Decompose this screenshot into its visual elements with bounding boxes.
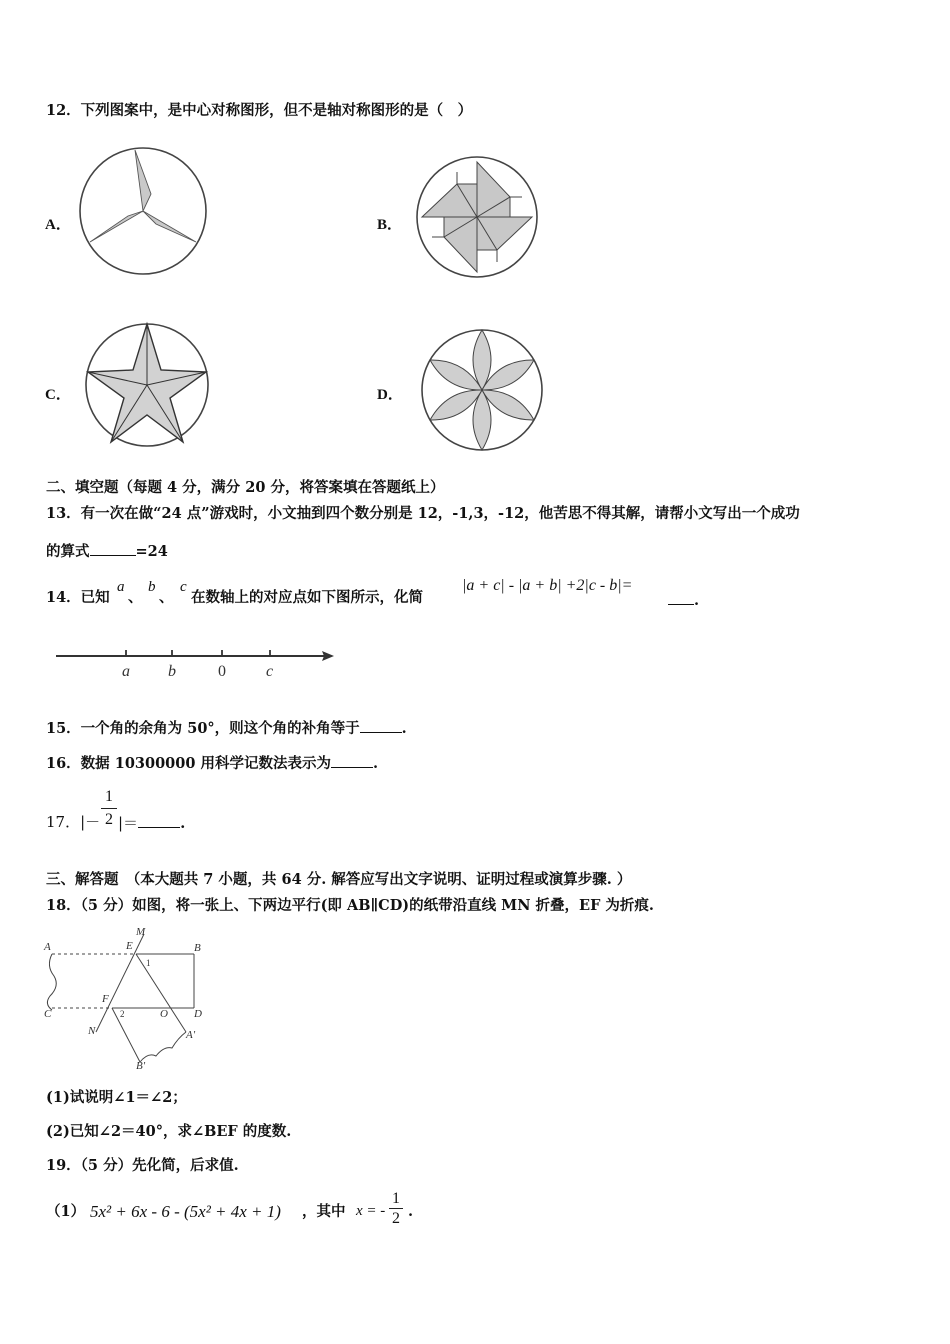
q13-answer-blank [90, 543, 136, 556]
q14-sep1: 、 [128, 589, 143, 606]
q19-end: . [408, 1203, 414, 1220]
q19-fraction [388, 1190, 404, 1227]
q19-stem: 19．（5 分）先化简，后求值. [46, 1157, 239, 1174]
q19-denominator: 2 [392, 1210, 400, 1227]
q17-denominator: 2 [105, 811, 113, 828]
q17-numerator: 1 [105, 788, 113, 805]
q14-mid: 在数轴上的对应点如下图所示，化简 [191, 589, 423, 606]
q17-fraction-bar [101, 808, 117, 809]
q14-sep2: 、 [159, 589, 174, 606]
q14-answer-blank [668, 592, 694, 605]
q14-tail [668, 592, 699, 609]
q13-line2-pre: 的算式 [46, 543, 90, 560]
numberline-label-0: 0 [218, 663, 226, 680]
fig-label-d: D [194, 1008, 202, 1020]
q17-fraction [100, 788, 118, 829]
fig-label-f: F [102, 993, 109, 1005]
fig-label-2: 2 [120, 1009, 125, 1019]
q17-answer-blank [138, 815, 180, 828]
fig-label-b-prime: B' [136, 1060, 146, 1070]
q18-stem: 18．（5 分）如图，将一张上、下两边平行(即 AB∥CD)的纸带沿直线 MN 折叠，EF 为折痕. [46, 897, 654, 914]
fig-label-o: O [160, 1008, 168, 1020]
q15 [46, 720, 407, 737]
fig-label-1: 1 [146, 958, 151, 968]
figure-c-star [82, 320, 212, 450]
numberline-label-c: c [266, 663, 274, 680]
q13-line2-post: =24 [135, 543, 168, 560]
q14-prefix: 14．已知 [46, 589, 110, 606]
q13-line1: 13．有一次在做“24 点”游戏时，小文抽到四个数分别是 12，-1,3，-12，他苦思不得其解，请帮小文写出一个成功 [46, 505, 800, 522]
q19-numerator: 1 [392, 1190, 400, 1207]
q16-answer-blank [331, 755, 373, 768]
q17-post: . [180, 814, 186, 832]
q18-fold-figure [40, 924, 220, 1070]
section2-heading: 二、填空题（每题 4 分，满分 20 分，将答案填在答题纸上） [46, 479, 445, 496]
q14-expression: |a + c| - |a + b| +2|c - b|= [462, 577, 633, 594]
figure-b-pinwheel [412, 152, 542, 282]
figure-a-three-blades [76, 144, 210, 278]
option-a-label: A． [45, 217, 71, 233]
q17-mid: |＝ [118, 814, 139, 832]
q14-var-b: b [148, 579, 156, 595]
q17-pre: 17．|－ [46, 813, 101, 831]
q19-fraction-bar [389, 1208, 403, 1209]
q18-part1: (1)试说明∠1＝∠2； [46, 1089, 187, 1106]
q19-where: ，其中 [302, 1203, 346, 1220]
numberline-label-a: a [122, 663, 130, 680]
fig-label-e: E [126, 940, 133, 952]
option-c-label: C． [45, 387, 71, 403]
numberline-label-b: b [168, 663, 176, 680]
q17-tail [118, 815, 185, 831]
q16-pre: 16．数据 10300000 用科学记数法表示为 [46, 755, 331, 772]
q12-stem: 12．下列图案中，是中心对称图形，但不是轴对称图形的是（ ） [46, 102, 473, 119]
q15-answer-blank [360, 720, 402, 733]
q15-pre: 15．一个角的余角为 50°，则这个角的补角等于 [46, 720, 360, 737]
q14-var-a: a [117, 579, 125, 595]
fig-label-n: N [88, 1025, 96, 1037]
q19-part-label: （1） [46, 1203, 86, 1220]
option-d-label: D． [377, 387, 403, 403]
q19-expression: 5x² + 6x - 6 - (5x² + 4x + 1) [90, 1202, 281, 1221]
number-line [54, 644, 338, 684]
q15-post: . [401, 720, 407, 737]
figure-d-flower [418, 326, 546, 454]
q18-part2: (2)已知∠2＝40°，求∠BEF 的度数. [46, 1123, 292, 1140]
option-b-label: B． [377, 217, 403, 233]
section3-heading: 三、解答题 （本大题共 7 小题，共 64 分. 解答应写出文字说明、证明过程或演算步骤. ） [46, 871, 632, 888]
fig-label-b: B [194, 942, 201, 954]
q13-line2 [46, 543, 168, 560]
q14-var-c: c [180, 579, 187, 595]
q14-end: . [694, 592, 700, 609]
fig-label-a: A [44, 941, 51, 953]
fig-label-a-prime: A' [186, 1029, 196, 1041]
fig-label-m: M [136, 926, 146, 938]
fig-label-c: C [44, 1008, 52, 1020]
q19-x-equals: x = - [356, 1203, 386, 1219]
q16 [46, 755, 378, 772]
q16-post: . [373, 755, 379, 772]
